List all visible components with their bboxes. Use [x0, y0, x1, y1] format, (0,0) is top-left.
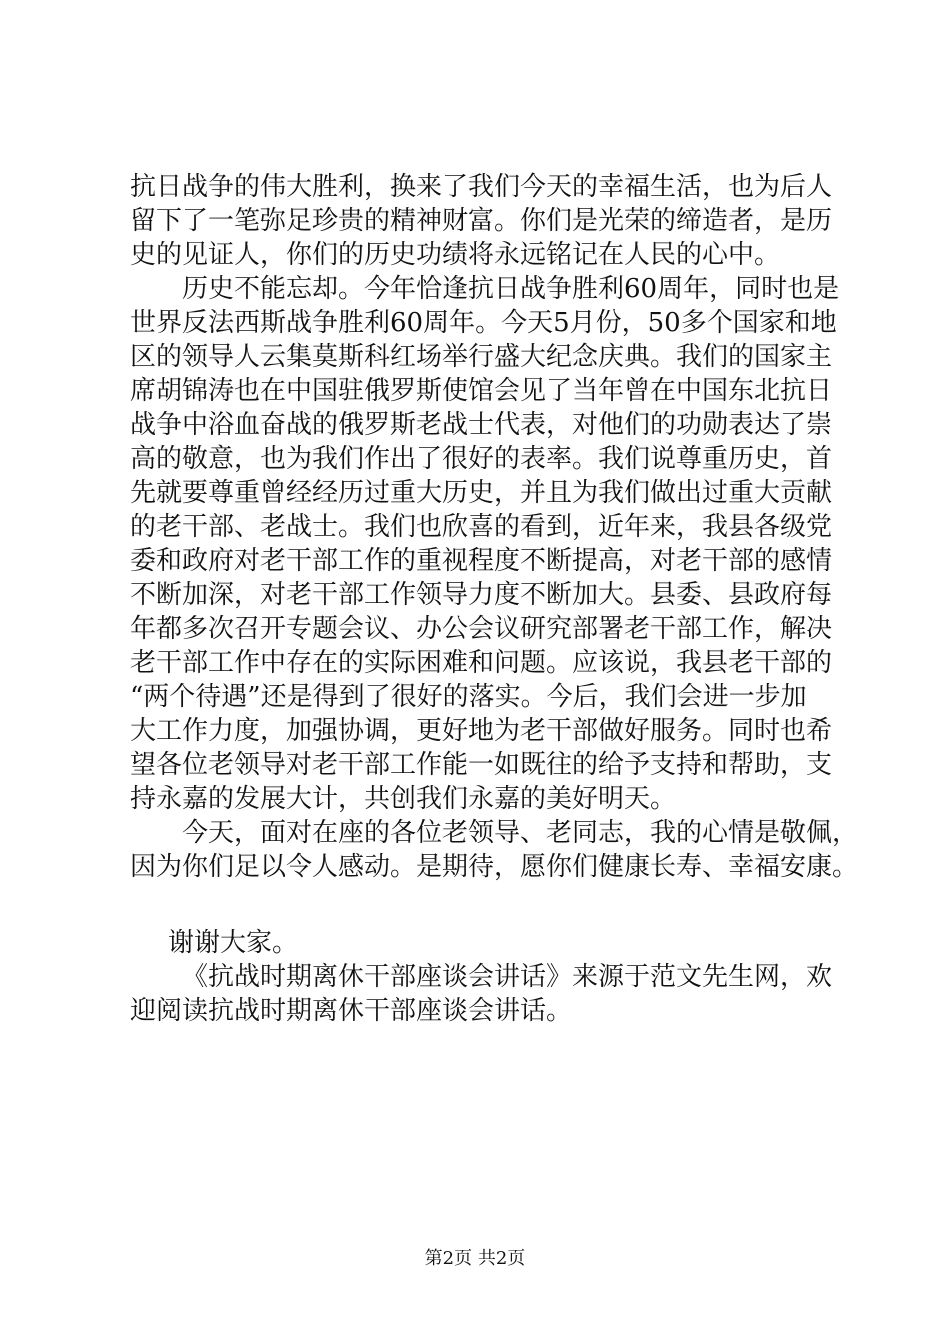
page-footer: 第2页 共2页 — [424, 1248, 526, 1269]
text-line: 留下了一笔弥足珍贵的精神财富。你们是光荣的缔造者，是历 — [130, 206, 833, 236]
paragraph-1 — [130, 170, 840, 272]
paragraph-3 — [130, 816, 859, 884]
text-line: 史的见证人，你们的历史功绩将永远铭记在人民的心中。 — [130, 240, 781, 270]
text-line: 区的领导人云集莫斯科红场举行盛大纪念庆典。我们的国家主 — [130, 342, 833, 372]
text-line: 席胡锦涛也在中国驻俄罗斯使馆会见了当年曾在中国东北抗日 — [130, 376, 833, 406]
paragraph-2 — [130, 272, 840, 816]
text-line: 今天，面对在座的各位老领导、老同志，我的心情是敬佩， — [182, 818, 859, 848]
text-line: 持永嘉的发展大计，共创我们永嘉的美好明天。 — [130, 784, 677, 814]
text-line: 《抗战时期离休干部座谈会讲话》来源于范文先生网，欢 — [182, 962, 833, 992]
text-line: 因为你们足以令人感动。是期待，愿你们健康长寿、幸福安康。 — [130, 852, 859, 882]
text-line: 老干部工作中存在的实际困难和问题。应该说，我县老干部的 — [130, 648, 833, 678]
text-line: “两个待遇”还是得到了很好的落实。今后，我们会进一步加 — [130, 682, 807, 712]
text-line: 的老干部、老战士。我们也欣喜的看到，近年来，我县各级党 — [130, 512, 833, 542]
text-line: 年都多次召开专题会议、办公会议研究部署老干部工作，解决 — [130, 614, 833, 644]
text-line: 不断加深，对老干部工作领导力度不断加大。县委、县政府每 — [130, 580, 833, 610]
text-line: 委和政府对老干部工作的重视程度不断提高，对老干部的感情 — [130, 546, 833, 576]
text-line: 抗日战争的伟大胜利，换来了我们今天的幸福生活，也为后人 — [130, 172, 833, 202]
thanks-line: 谢谢大家。 — [168, 928, 299, 958]
text-line: 迎阅读抗战时期离休干部座谈会讲话。 — [130, 996, 573, 1026]
text-line: 高的敬意，也为我们作出了很好的表率。我们说尊重历史，首 — [130, 444, 833, 474]
text-line: 世界反法西斯战争胜利60周年。今天5月份，50多个国家和地 — [130, 308, 837, 338]
document-body — [130, 170, 859, 1028]
text-line: 大工作力度，加强协调，更好地为老干部做好服务。同时也希 — [130, 716, 833, 746]
text-line: 先就要尊重曾经经历过重大历史，并且为我们做出过重大贡献 — [130, 478, 833, 508]
closing — [130, 926, 840, 960]
paragraph-gap — [130, 884, 840, 926]
text-line: 历史不能忘却。今年恰逢抗日战争胜利60周年，同时也是 — [182, 274, 840, 304]
text-line: 战争中浴血奋战的俄罗斯老战士代表，对他们的功勋表达了崇 — [130, 410, 833, 440]
text-line: 望各位老领导对老干部工作能一如既往的给予支持和帮助，支 — [130, 750, 833, 780]
source-note — [130, 960, 840, 1028]
